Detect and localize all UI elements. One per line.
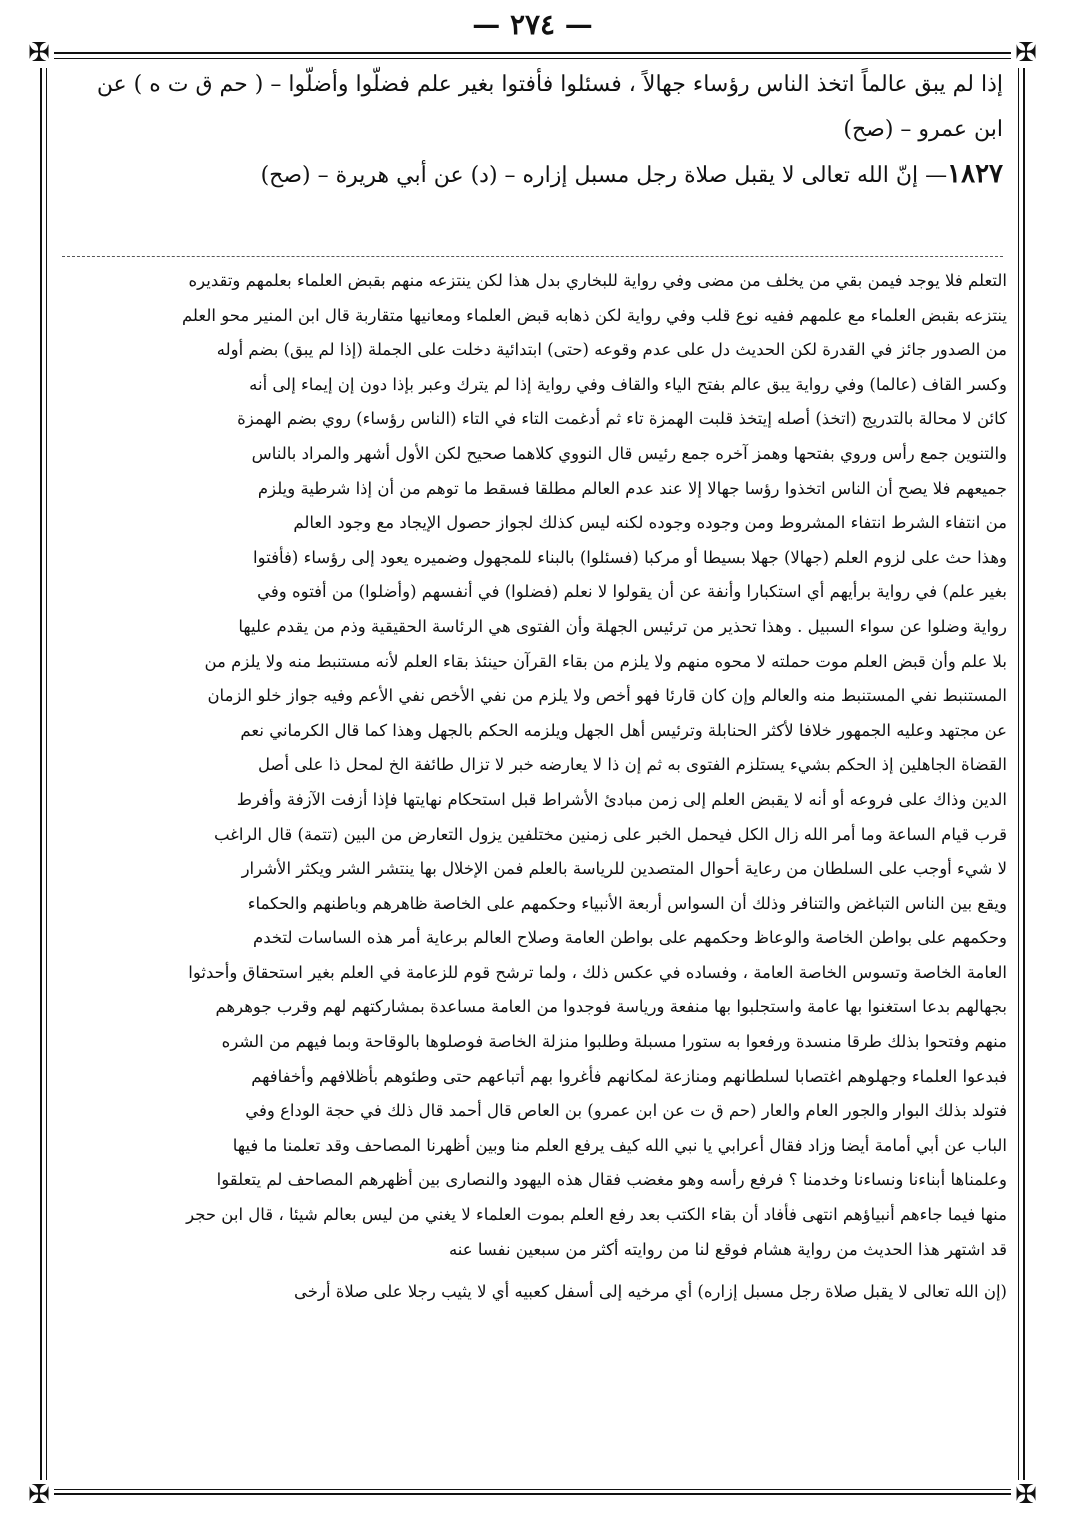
corner-ornament-icon: ✠ <box>24 1480 54 1510</box>
commentary-line: بغير علم) في رواية برأيهم أي استكبارا وأنفة عن أن يقولوا لا نعلم (فضلوا) في أنفسهم (وأضلوا) من أفتوه وفي <box>257 582 1007 602</box>
commentary-line: قد اشتهر هذا الحديث من رواية هشام فوقع لنا من روايته أكثر من سبعين نفسا عنه <box>448 1239 1007 1259</box>
commentary-line: من الصدور جائز في القدرة لكن الحديث دل على عدم وقوعه (حتى) ابتدائية دخلت على الجملة (إذا لم يبق) بضم أوله <box>216 340 1007 360</box>
commentary-line: منهم وفتحوا بذلك طرقا منسدة ورفعوا به ستورا مسبلة وطلبوا منزلة الخاصة فوصلوها بالوقاحة وبما فيهم من الشره <box>221 1032 1007 1052</box>
commentary-line: القضاة الجاهلين إذ الحكم بشيء يستلزم الفتوى به ثم إن ذا لا يعارضه خبر لا تزال طائفة الخ لمحل ذا على أصل <box>257 755 1007 775</box>
commentary-line: عن مجتهد وعليه الجمهور خلافا لأكثر الحنابلة وترئيس أهل الجهل ويلزمه الحكم بالجهل وهذا كما قال الكرماني نعم <box>240 720 1007 740</box>
commentary-line: وكسر القاف (عالما) وفي رواية يبق عالم بفتح الياء والقاف وفي رواية إذا لم يترك وعبر بإذا دون إن إيماء إلى أنه <box>249 374 1007 394</box>
commentary-line: بجهالهم بدعا استغنوا بها عامة واستجلبوا بها منفعة ورياسة فوجدوا من العامة مساعدة بمشاركتهم لهم وقرب جوهرهم <box>215 997 1007 1017</box>
commentary-line: فتولد بذلك البوار والجور العام والعار (حم ق ت عن ابن عمرو) بن العاص قال أحمد قال ذلك في حجة الوداع وفي <box>245 1101 1007 1121</box>
commentary-line: المستنبط نفي المستنبط منه والعالم وإن كان قارئا فهو أخص ولا يلزم من نفي الأخص نفي الأعم وفيه جواز خلو الزمان <box>207 686 1007 706</box>
left-border <box>40 52 42 1493</box>
corner-ornament-icon: ✠ <box>24 38 54 68</box>
commentary-line: لا شيء أوجب على السلطان من رعاية أحوال المتصدين للرياسة بالعلم فمن الإخلال بها ينتشر الشر ويكثر الأشرار <box>241 859 1007 879</box>
commentary-line: كائن لا محالة بالتدريج (اتخذ) أصله إيتخذ قلبت الهمزة تاء ثم أدغمت التاء في التاء (الناس رؤساء) روي بضم الهمزة <box>237 409 1007 429</box>
hadith-line: إذا لم يبق عالماً اتخذ الناس رؤساء جهالاً ، فسئلوا فأفتوا بغير علم فضلّوا وأضلّوا – ( حم ق ت ه ) عن <box>96 72 1003 97</box>
commentary-line: التعلم فلا يوجد فيمن بقي من يخلف من مضى وفي رواية للبخاري بدل هذا لكن ينتزعه منهم بقبض العلماء بعلمهم وتقديره <box>188 271 1007 290</box>
commentary-line: الدين وذاك على فروعه أو أنه لا يقبض العلم إلى زمن مبادئ الأشراط قبل استحكام نهايتها فإذا أزفت الآزفة وأفرط <box>236 789 1007 809</box>
commentary-line: وهذا حث على لزوم العلم (جهالا) جهلا بسيطا أو مركبا (فسئلوا) بالبناء للمجهول وضميره يعود إلى رؤساء (فأفتوا <box>253 547 1007 567</box>
hadith-source: ابن عمرو – (صح) <box>843 117 1003 142</box>
hadith-entry <box>64 152 1003 198</box>
commentary-line: وحكمهم على بواطن الخاصة والوعاظ وحكمهم على بواطن العامة وصلاح العالم برعاية أمر هذه الساسات لتخدم <box>253 928 1007 948</box>
section-divider <box>62 256 1003 257</box>
commentary-line: والتنوين جمع رأس وروي بفتحها وهمز آخره جمع رئيس قال النووي كلاهما صحيح لكن الأول أشهر والمراد بالناس <box>251 443 1007 463</box>
commentary-line: رواية وضلوا عن سواء السبيل . وهذا تحذير من ترئيس الجهلة وأن الفتوى هي الرئاسة الحقيقية وذم من يقدم عليها <box>238 616 1007 636</box>
hadith-section <box>64 62 1003 198</box>
commentary-line: الباب عن أبي أمامة أيضا وزاد فقال أعرابي يا نبي الله كيف يرفع العلم منا وبين أظهرنا المصاحف وقد تعلمنا ما فيها <box>232 1135 1007 1155</box>
commentary-line: ينتزعه بقبض العلماء مع علمهم ففيه نوع قلب وفي رواية لكن ذهابه قبض العلماء ومعانيها متقاربة قال ابن المنير محو العلم <box>181 305 1007 325</box>
commentary-line: من انتفاء الشرط انتفاء المشروط ومن وجوده وجوده لكنه ليس كذلك لجواز حصول الإيجاد مع وجود العالم <box>293 513 1007 533</box>
commentary-line: جميعهم فلا يصح أن الناس اتخذوا رؤسا جهالا إلا عند عدم العالم مطلقا فسقط ما توهم من أن إذا شرطية ويلزم <box>257 478 1007 498</box>
corner-ornament-icon: ✠ <box>1011 1480 1041 1510</box>
commentary-line: فبدعوا العلماء وجهلوهم اغتصابا لسلطانهم ومنازعة لمكانهم فأغروا بهم أتباعهم حتى وطئوهم بأظلافهم وأخفافهم <box>251 1066 1007 1086</box>
commentary-line: ويقع بين الناس التباغض والتنافر وذلك أن السواس أربعة الأنبياء وحكمهم على الخاصة ظاهرهم وباطنهم والحكماء <box>247 893 1007 913</box>
page-number: — ٢٧٤ — <box>472 8 593 41</box>
bottom-border <box>28 1493 1037 1495</box>
hadith-number: ١٨٢٧ <box>947 159 1003 189</box>
commentary-line: (إن الله تعالى لا يقبل صلاة رجل مسبل إزاره) أي مرخيه إلى أسفل كعبيه أي لا يثيب رجلا على صلاة أرخى <box>294 1282 1007 1302</box>
commentary-line: منها فيما جاءهم أنبياؤهم انتهى فأفاد أن بقاء الكتب بعد رفع العلم بموت العلماء لا يغني من ليس بعالم شيئا ، قال ابن حجر <box>186 1205 1007 1225</box>
commentary-line: العامة الخاصة وتسوس الخاصة العامة ، وفساده في عكس ذلك ، ولما ترشح قوم للزعامة في العلم بغير استحقاق وأحدثوا <box>188 962 1007 982</box>
commentary-line: وعلمناها أبناءنا ونساءنا وخدمنا ؟ فرفع رأسه وهو مغضب فقال هذه اليهود والنصارى بين أظهرهم المصاحف لم يتعلقوا <box>216 1170 1007 1190</box>
top-border <box>28 52 1037 54</box>
commentary-line: قرب قيام الساعة وما أمر الله زال الكل فيحمل الخبر على زمنين مختلفين يزول التعارض من البين (تتمة) قال الراغب <box>213 824 1007 844</box>
commentary-body <box>58 264 1007 1310</box>
corner-ornament-icon: ✠ <box>1011 38 1041 68</box>
commentary-line: بلا علم وأن قبض العلم موت حملته لا محوه منهم ولا يلزم من بقاء القرآن حينئذ بقاء العلم لأنه مستنبط منه ولا يلزم من <box>204 651 1007 671</box>
hadith-text: — إنّ الله تعالى لا يقبل صلاة رجل مسبل إزاره – (د) عن أبي هريرة – (صح) <box>260 163 948 188</box>
right-border <box>1023 52 1025 1493</box>
